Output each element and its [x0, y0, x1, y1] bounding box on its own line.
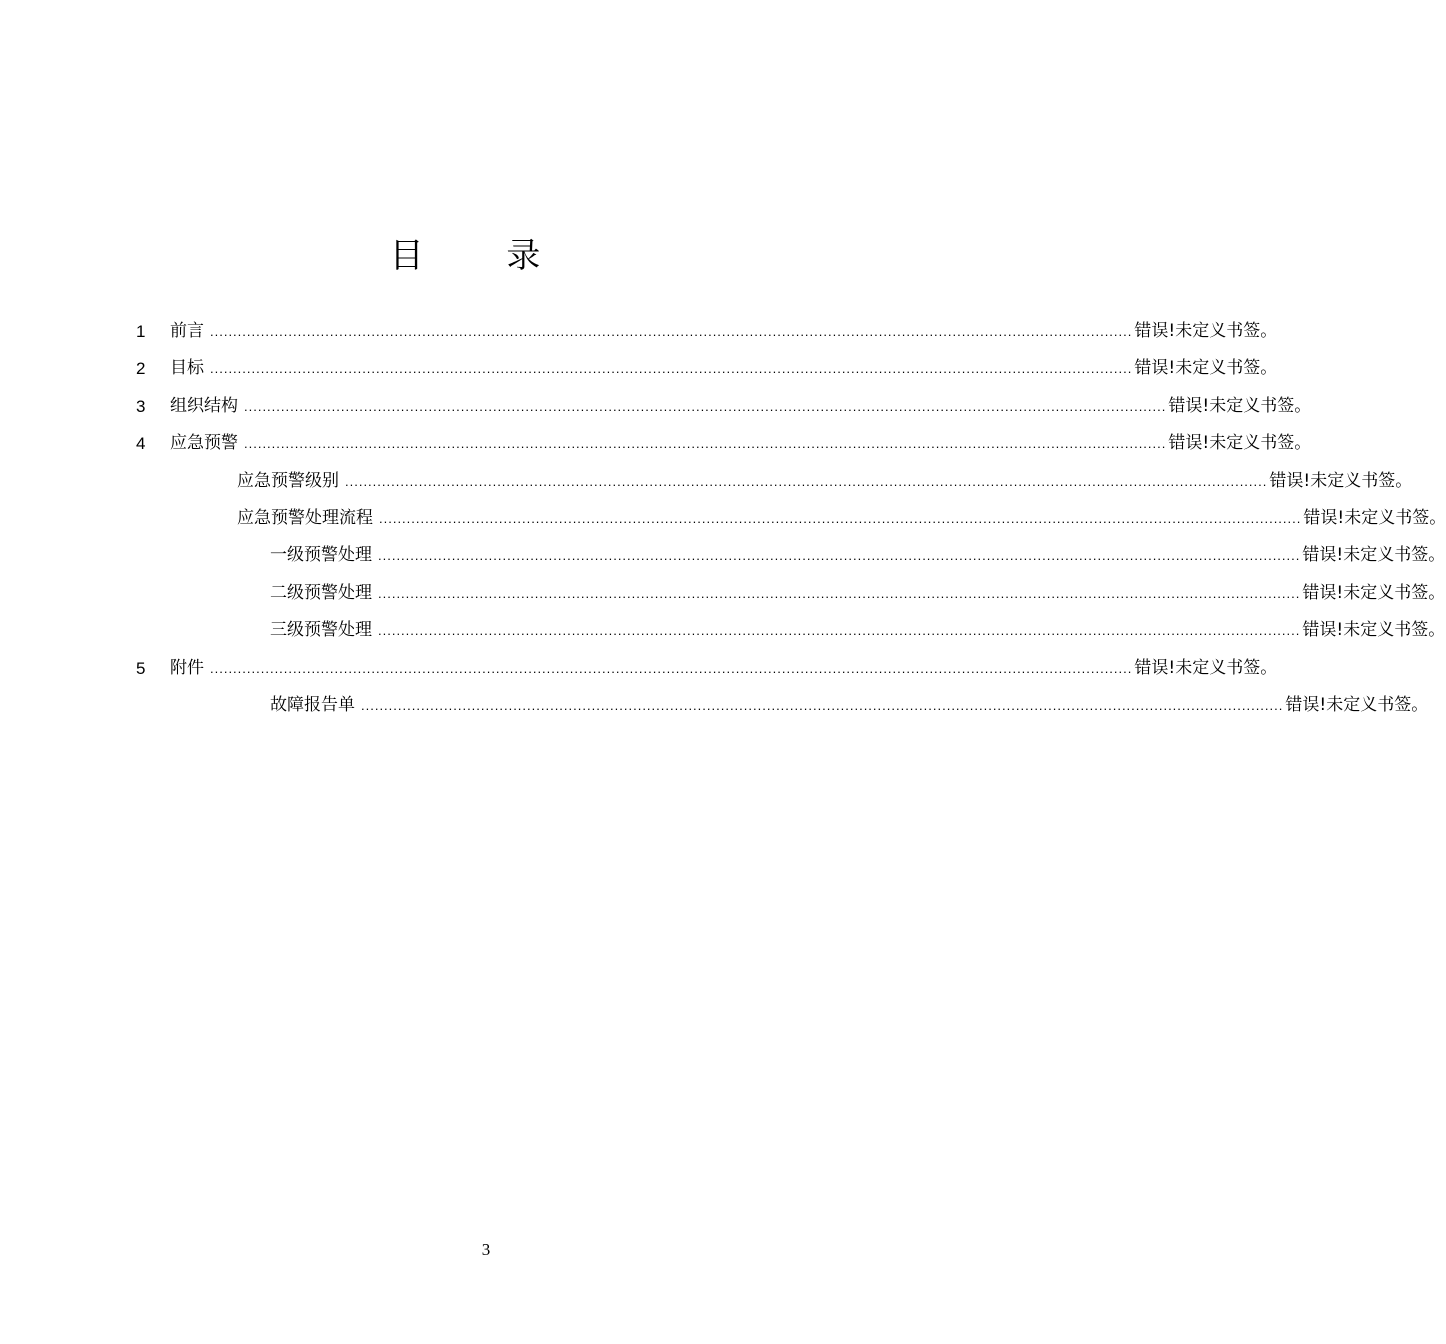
- toc-entry-title[interactable]: 应急预警级别: [237, 470, 339, 491]
- toc-entry-page-ref: 错误!未定义书签。: [1134, 358, 1278, 379]
- toc-entry-page-ref: 错误!未定义书签。: [1302, 582, 1446, 603]
- toc-entry-preface[interactable]: [0, 313, 1278, 350]
- toc-entry-number: 3: [136, 396, 146, 416]
- toc-entry-title[interactable]: 应急预警: [170, 433, 238, 454]
- toc-entry-goals[interactable]: [0, 350, 1278, 387]
- toc-entry-number: 2: [136, 359, 146, 379]
- toc-entry-page-ref: 错误!未定义书签。: [1134, 321, 1278, 341]
- toc-entry-page-ref: 错误!未定义书签。: [1168, 433, 1312, 454]
- toc-entry-page-ref: 错误!未定义书签。: [1303, 507, 1446, 528]
- toc-entry-page-ref: 错误!未定义书签。: [1302, 620, 1446, 641]
- toc-entry-page-ref: 错误!未定义书签。: [1285, 694, 1429, 715]
- toc-dot-leader: ........................................................................................................................................................................................................: [244, 436, 1167, 452]
- toc-entry-level2-handling[interactable]: [0, 575, 1446, 612]
- toc-entry-warning-process[interactable]: [0, 500, 1446, 537]
- toc-entry-title[interactable]: 组织结构: [170, 395, 238, 416]
- toc-entry-page-ref: 错误!未定义书签。: [1134, 657, 1278, 678]
- toc-entry-title[interactable]: 附件: [170, 657, 204, 678]
- toc-entry-title[interactable]: 前言: [170, 321, 204, 341]
- toc-dot-leader: ........................................................................................................................................................................................................: [378, 548, 1301, 564]
- toc-entry-title[interactable]: 一级预警处理: [270, 545, 372, 566]
- toc-entry-appendix[interactable]: [0, 650, 1278, 687]
- toc-dot-leader: ........................................................................................................................................................................................................: [210, 361, 1133, 377]
- toc-dot-leader: ........................................................................................................................................................................................................: [345, 473, 1268, 489]
- toc-entry-organization[interactable]: [0, 388, 1312, 425]
- toc-entry-number: 4: [136, 434, 146, 454]
- toc-dot-leader: ........................................................................................................................................................................................................: [361, 697, 1284, 713]
- toc-entry-page-ref: 错误!未定义书签。: [1302, 545, 1446, 566]
- table-of-contents: [0, 313, 1446, 724]
- toc-dot-leader: ........................................................................................................................................................................................................: [378, 585, 1301, 601]
- toc-dot-leader: ........................................................................................................................................................................................................: [210, 324, 1133, 339]
- toc-entry-page-ref: 错误!未定义书签。: [1168, 395, 1312, 416]
- page-title: 目 录: [389, 236, 577, 276]
- toc-entry-title[interactable]: 三级预警处理: [270, 620, 372, 641]
- toc-entry-fault-report[interactable]: [0, 687, 1429, 724]
- toc-entry-emergency-warning[interactable]: [0, 425, 1312, 462]
- toc-entry-warning-levels[interactable]: [0, 463, 1413, 500]
- toc-dot-leader: ........................................................................................................................................................................................................: [378, 623, 1301, 639]
- toc-entry-title[interactable]: 故障报告单: [270, 694, 355, 715]
- toc-dot-leader: ........................................................................................................................................................................................................: [210, 660, 1133, 676]
- toc-dot-leader: ........................................................................................................................................................................................................: [244, 398, 1167, 414]
- toc-entry-page-ref: 错误!未定义书签。: [1269, 470, 1413, 491]
- toc-entry-number: 5: [136, 658, 146, 678]
- toc-entry-number: 1: [136, 322, 146, 341]
- toc-dot-leader: ........................................................................................................................................................................................................: [379, 510, 1302, 526]
- page-number: 3: [481, 1240, 491, 1259]
- toc-entry-title[interactable]: 二级预警处理: [270, 582, 372, 603]
- toc-entry-level3-handling[interactable]: [0, 612, 1446, 649]
- toc-entry-level1-handling[interactable]: [0, 537, 1446, 574]
- toc-entry-title[interactable]: 目标: [170, 358, 204, 379]
- toc-entry-title[interactable]: 应急预警处理流程: [237, 507, 373, 528]
